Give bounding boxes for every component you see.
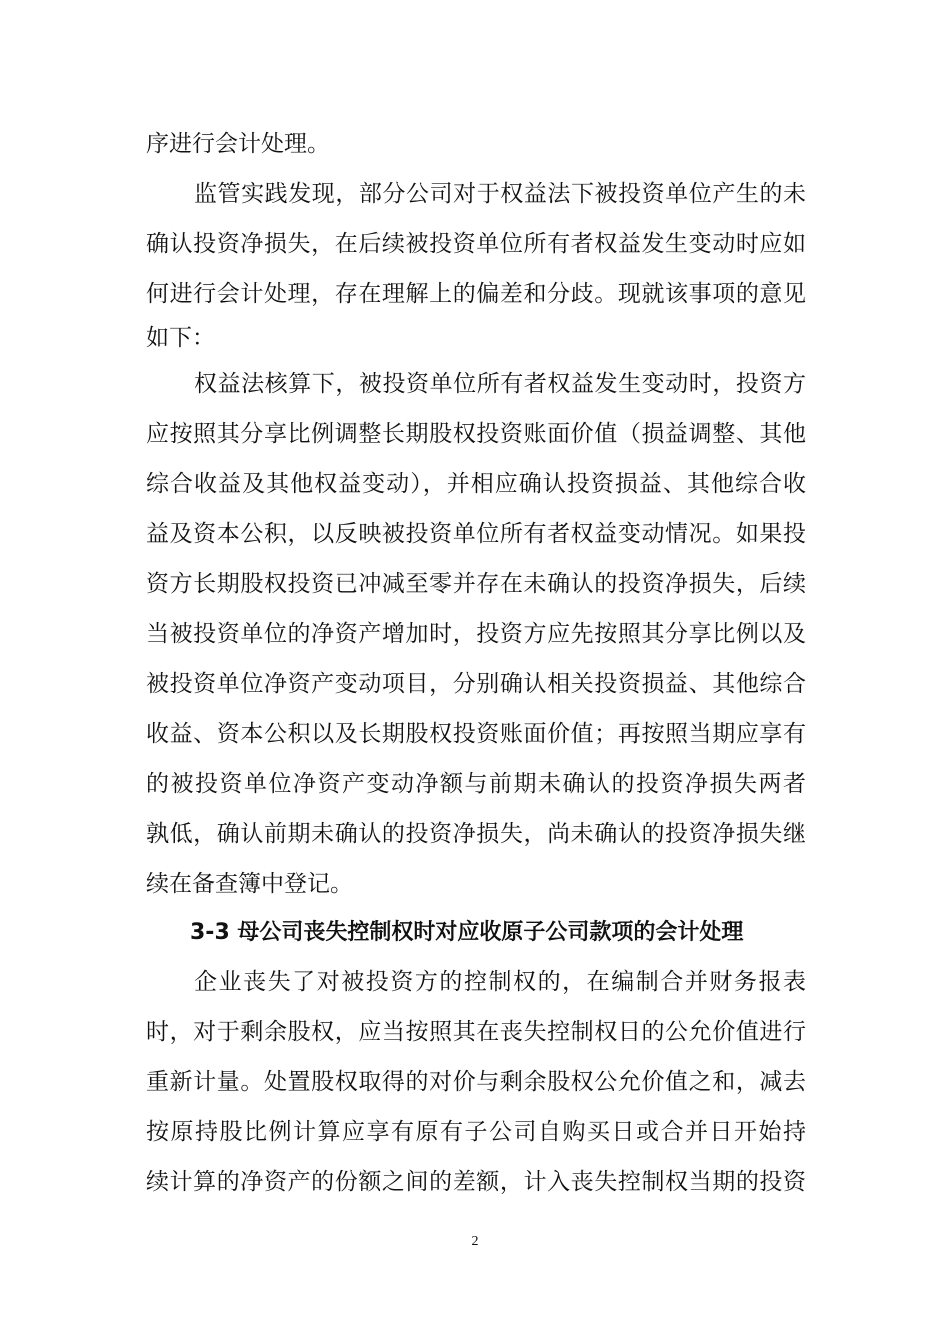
body-text-line: 权益法核算下，被投资单位所有者权益发生变动时，投资方 xyxy=(194,371,806,397)
body-text-line: 监管实践发现，部分公司对于权益法下被投资单位产生的未 xyxy=(194,181,806,207)
body-text-line: 孰低，确认前期未确认的投资净损失，尚未确认的投资净损失继 xyxy=(146,821,806,847)
body-text-line: 确认投资净损失，在后续被投资单位所有者权益发生变动时应如 xyxy=(146,231,806,257)
body-text-line: 序进行会计处理。 xyxy=(146,131,330,157)
body-text-line: 时，对于剩余股权，应当按照其在丧失控制权日的公允价值进行 xyxy=(146,1019,806,1045)
body-text-line: 如下： xyxy=(146,325,215,351)
body-text-line: 何进行会计处理，存在理解上的偏差和分歧。现就该事项的意见 xyxy=(146,281,806,307)
body-text-line: 被投资单位净资产变动项目，分别确认相关投资损益、其他综合 xyxy=(146,671,806,697)
body-text-line: 的被投资单位净资产变动净额与前期未确认的投资净损失两者 xyxy=(146,771,806,797)
body-text-line: 益及资本公积，以反映被投资单位所有者权益变动情况。如果投 xyxy=(146,521,806,547)
body-text-line: 按原持股比例计算应享有原有子公司自购买日或合并日开始持 xyxy=(146,1119,806,1145)
body-text-line: 重新计量。处置股权取得的对价与剩余股权公允价值之和，减去 xyxy=(146,1069,806,1095)
section-heading: 3-3 母公司丧失控制权时对应收原子公司款项的会计处理 xyxy=(190,920,744,945)
body-text-line: 资方长期股权投资已冲减至零并存在未确认的投资净损失，后续 xyxy=(146,571,806,597)
body-text-line: 应按照其分享比例调整长期股权投资账面价值（损益调整、其他 xyxy=(146,421,806,447)
body-text-line: 续计算的净资产的份额之间的差额，计入丧失控制权当期的投资 xyxy=(146,1169,806,1195)
body-text-line: 当被投资单位的净资产增加时，投资方应先按照其分享比例以及 xyxy=(146,621,806,647)
body-text-line: 综合收益及其他权益变动），并相应确认投资损益、其他综合收 xyxy=(146,471,806,497)
page-number: 2 xyxy=(471,1234,479,1249)
body-text-line: 续在备查簿中登记。 xyxy=(146,871,353,897)
body-text-line: 收益、资本公积以及长期股权投资账面价值；再按照当期应享有 xyxy=(146,721,806,747)
body-text-line: 企业丧失了对被投资方的控制权的，在编制合并财务报表 xyxy=(194,969,806,995)
